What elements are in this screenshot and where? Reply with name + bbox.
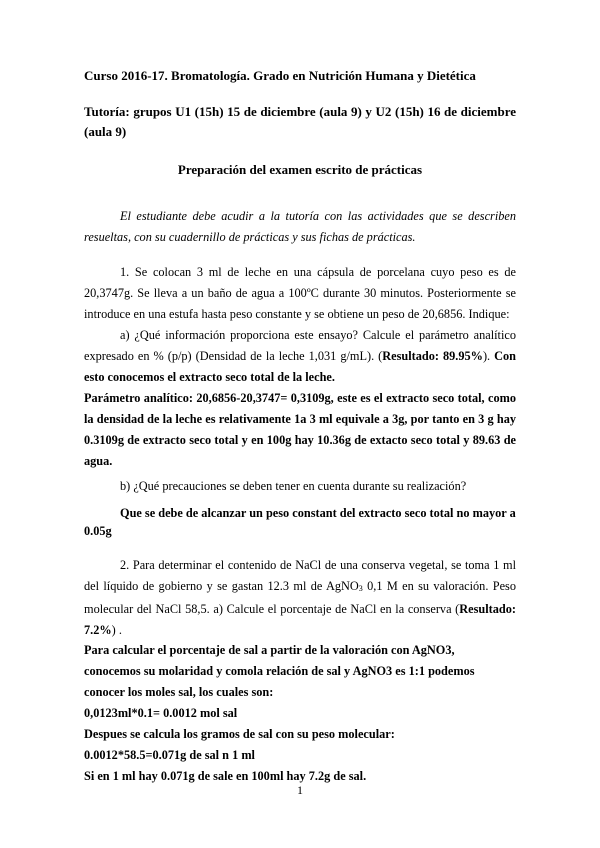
question-2-statement [84,555,516,641]
question-1a-answer-intro: Con esto conocemos el extracto seco total de la leche. [84,349,516,384]
answer-line: 0,0123ml*0.1= 0.0012 mol sal [84,706,238,720]
question-2-subscript: 3 [358,584,363,593]
tutoria-heading: Tutoría: grupos U1 (15h) 15 de diciembre (aula 9) y U2 (15h) 16 de diciembre (aula 9) [84,104,516,139]
answer-line: Despues se calcula los gramos de sal con su peso molecular: [84,727,395,741]
question-2-text-1: 2. Para determinar el contenido de NaCl de una conserva vegetal, se toma 1 ml del líquido de gobierno y se gastan 12.3 ml de AgNO [84,558,516,593]
question-1b-answer: Que se debe de alcanzar un peso constant del extracto seco total no mayor a 0.05g [84,506,516,538]
question-1a [84,325,516,388]
question-1-statement: 1. Se colocan 3 ml de leche en una cápsula de porcelana cuyo peso es de 20,3747g. Se lleva a un baño de agua a 100ºC durante 30 minutos. Posteriormente se introduce en una estufa hasta peso constante y se obtiene un peso de 20,6856. Indique: [84,265,516,321]
intro-paragraph: El estudiante debe acudir a la tutoría con las actividades que se describen resueltas, con su cuadernillo de prácticas y sus fichas de prácticas. [84,209,516,244]
question-2-answer [84,640,516,787]
question-1a-close: ). [482,349,491,363]
question-2-text-2: 0,1 M en su valoración. Peso molecular del NaCl 58,5. a) Calcule el porcentaje de NaCl en la conserva ( [84,579,516,616]
page-number: 1 [297,783,303,797]
answer-line: Si en 1 ml hay 0.071g de sale en 100ml hay 7.2g de sal. [84,769,367,783]
question-2-result: Resultado: 7.2% [84,602,516,637]
page-title: Preparación del examen escrito de prácticas [177,162,423,177]
question-1b: b) ¿Qué precauciones se deben tener en cuenta durante su realización? [120,479,467,493]
question-2-close: ) . [111,623,122,637]
course-heading: Curso 2016-17. Bromatología. Grado en Nutrición Humana y Dietética [84,68,476,83]
answer-line: 0.0012*58.5=0.071g de sal n 1 ml [84,748,255,762]
question-1a-result: Resultado: 89.95% [382,349,483,363]
answer-line: conocemos su molaridad y comola relación de sal y AgNO3 es 1:1 podemos conocer los moles sal, los cuales son: [84,664,475,699]
question-1a-text: a) ¿Qué información proporciona este ensayo? Calcule el parámetro analítico expresado en % (p/p) (Densidad de la leche 1,031 g/mL). ( [84,328,516,363]
question-1a-answer: Parámetro analítico: 20,6856-20,3747= 0,3109g, este es el extracto seco total, como la densidad de la leche es relativamente 1a 3 ml equivale a 3g, por tanto en 3 g hay 0.3109g de extracto seco total y en 100g hay 10.36g de extacto seco total y 89.63 de agua. [84,391,516,468]
answer-line: Para calcular el porcentaje de sal a partir de la valoración con AgNO3, [84,643,455,657]
